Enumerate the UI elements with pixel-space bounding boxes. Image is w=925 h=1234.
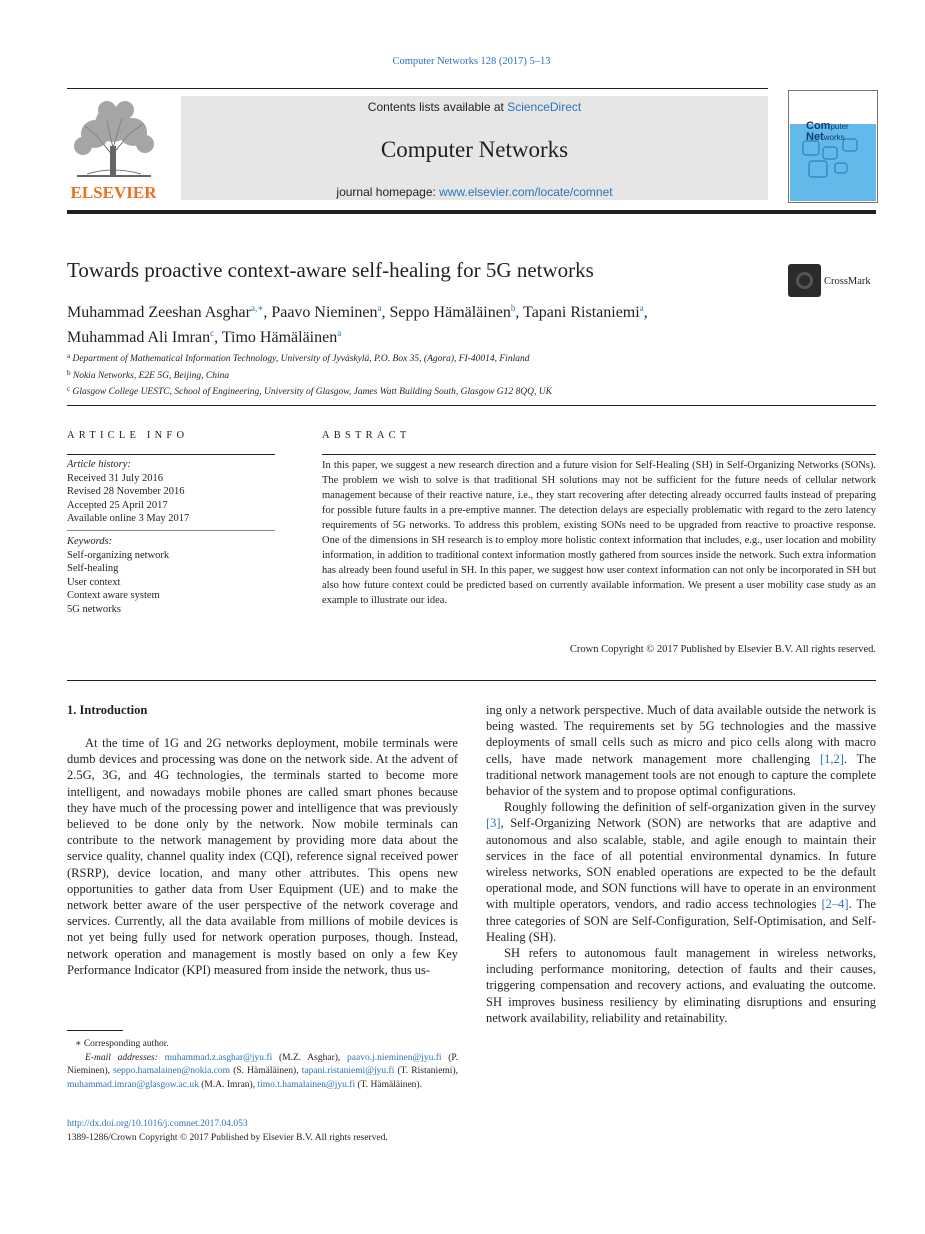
journal-citation-link[interactable]: Computer Networks 128 (2017) 5–13 <box>392 56 551 67</box>
author-affiliation-mark[interactable]: a,∗ <box>250 303 264 313</box>
contents-prefix: Contents lists available at <box>367 100 508 114</box>
paragraph: SH refers to autonomous fault management in wireless networks, including performance monitoring, detection of faults and their causes, triggering compensation and recovery actions, and evaluating the outcome. SH improves business resiliency by eliminating disruptions and ensuring network availability, reliability and retainability. <box>486 946 876 1025</box>
paper-title: Towards proactive context-aware self-healing for 5G networks <box>67 258 594 282</box>
author-name[interactable]: Paavo Nieminen <box>271 304 378 321</box>
email-link[interactable]: muhammad.imran@glasgow.ac.uk <box>67 1079 199 1090</box>
header-thick-rule <box>67 210 876 214</box>
article-history: Article history: Received 31 July 2016 Revised 28 November 2016 Accepted 25 April 2017 Available online 3 May 2017 <box>67 459 190 524</box>
publisher-name: ELSEVIER <box>70 183 157 202</box>
email-link[interactable]: timo.t.hamalainen@jyu.fi <box>257 1079 356 1090</box>
keyword: Context aware system <box>67 590 160 601</box>
paragraph: At the time of 1G and 2G networks deployment, mobile terminals were dumb devices and processing was done on the network side. At the advent of 2.5G, 3G, and 4G technologies, the terminals started to become more intelligent, and nowadays mobile phones are called smart phones because they have much of the processing power and intelligence that was previously believed to be done only by the network. Now mobile terminals can contribute to the network management by providing more data about the service quality, channel quality index (CQI), reference signal received power (RSRP), device location, and many other attributes. This opens new opportunities to gather data from User Equipment (UE) and to make the network better aware of the user perspective of the network coverage and services. Currently, all the data available from millions of mobile devices is not yet being fully used for network operation purposes, though. Instead, network operation and management is mostly based on only a few Key Performance Indicator (KPI) measured from inside the network, thus us- <box>67 736 458 977</box>
journal-homepage-link[interactable]: www.elsevier.com/locate/comnet <box>439 185 613 199</box>
keyword: Self-organizing network <box>67 549 170 561</box>
affiliations <box>67 350 882 400</box>
email-link[interactable]: muhammad.z.asghar@jyu.fi <box>164 1052 273 1063</box>
affiliation-divider <box>67 405 876 406</box>
abstract-text: In this paper, we suggest a new research direction and a future vision for Self-Healing (SH) in Self-Organizing Networks (SONs). The problem we wish to solve is that traditional SH solutions may not be sufficient for the future needs of cellular network management because of their reactive nature, i.e., they start recovering after detecting already occurred faults instead of preparing for possible future faults in a pre-emptive manner. The detection delays are especially problematic with regard to the zero latency requirements of 5G networks. To address this problem, existing SONs need to be upgraded from reactive to proactive response. One of the dimensions in SH research is to employ more holistic context information that includes, e.g., user location and mobility information, in addition to traditional context information mostly gathered from sources inside the network. Such extra information has already been found useful in SH. In this paper, we suggest how user context information can not only be incorporated in SH but also how future context could be predicted based on currently available information. We present a user mobility case study as an example to illustrate our idea. <box>322 460 876 606</box>
abstract-copyright: Crown Copyright © 2017 Published by Elsevier B.V. All rights reserved. <box>569 644 876 655</box>
doi-link[interactable]: http://dx.doi.org/10.1016/j.comnet.2017.04.053 <box>67 1119 248 1129</box>
affiliation-item: $^c$ Glasgow College UESTC, School of Engineering, University of Glasgow, James Watt Building South, Glasgow G12 8QQ, UK <box>67 385 552 397</box>
section-heading: 1. Introduction <box>67 703 148 717</box>
journal-title: Computer Networks <box>380 137 569 162</box>
reference-link[interactable]: [1,2] <box>819 751 844 766</box>
keyword: 5G networks <box>67 603 121 615</box>
crossmark-icon <box>796 272 813 289</box>
corresponding-author-note: ∗ Corresponding author. <box>75 1039 169 1049</box>
homepage-line <box>181 185 768 199</box>
author-affiliation-mark[interactable]: a <box>639 303 644 313</box>
email-link[interactable]: paavo.j.nieminen@jyu.fi <box>347 1052 442 1063</box>
issn-line: 1389-1286/Crown Copyright © 2017 Published by Elsevier B.V. All rights reserved. <box>67 1132 388 1143</box>
reference-link[interactable]: [2–4] <box>821 897 849 912</box>
affiliation-item: $^a$ Department of Mathematical Information Technology, University of Jyväskylä, P.O. Box 35, (Agora), FI-40014, Finland <box>67 352 530 364</box>
abstract-divider <box>67 680 876 681</box>
author-name[interactable]: Timo Hämäläinen <box>221 329 338 346</box>
email-link[interactable]: tapani.ristaniemi@jyu.fi <box>301 1066 395 1076</box>
header-rule <box>67 88 768 89</box>
affiliation-item: $^b$ Nokia Networks, E2E 5G, Beijing, China <box>67 368 230 381</box>
reference-link[interactable]: [3] <box>486 816 501 831</box>
author-affiliation-mark[interactable]: a <box>377 303 382 313</box>
keyword: Self-healing <box>67 563 119 574</box>
author-affiliation-mark[interactable]: a <box>337 328 342 338</box>
email-label: E-mail addresses: <box>85 1052 165 1063</box>
paragraph: ing only a network perspective. Much of data available outside the network is being wasted. The requirements set by 5G technologies and the massive deployments of small cells such as micro and pico cells along with macro cells, have made network management more challenging [1,2]. The traditional network management tools are not enough to capture the complete behavior of the system and to propose optimal configurations. <box>486 703 876 799</box>
cover-journal-name: Computer Networks <box>806 120 849 143</box>
keywords-list: Keywords: Self-organizing network Self-healing User context Context aware system 5G networks <box>67 535 275 616</box>
keywords-divider <box>67 530 275 531</box>
journal-cover-thumbnail <box>788 90 878 203</box>
homepage-prefix: journal homepage: <box>336 185 440 199</box>
author-name[interactable]: Muhammad Ali Imran <box>67 329 211 346</box>
author-name[interactable]: Tapani Ristaniemi <box>523 304 640 321</box>
footnote-rule <box>67 1030 123 1031</box>
contents-line <box>181 100 768 114</box>
article-info-heading: ARTICLE INFO <box>67 430 189 441</box>
crossmark-button[interactable] <box>788 264 821 297</box>
footnotes: ∗ Corresponding author. E-mail addresses: muhammad.z.asghar@jyu.fi (M.Z. Asghar), paavo.j.nieminen@jyu.fi (P. Nieminen), seppo.hamalainen@nokia.com (S. Hämäläinen), tapani.ristaniemi@jyu.fi (T. Ristaniemi), muhammad.imran@glasgow.ac.uk (M.A. Imran), timo.t.hamalainen@jyu.fi (T. Hämäläinen). <box>67 1039 458 1090</box>
author-name[interactable]: Seppo Hämäläinen <box>389 304 511 321</box>
abstract-heading: ABSTRACT <box>322 430 411 441</box>
sciencedirect-link[interactable]: ScienceDirect <box>507 100 582 114</box>
keyword: User context <box>67 576 121 588</box>
email-link[interactable]: seppo.hamalainen@nokia.com <box>113 1066 231 1076</box>
crossmark-label[interactable]: CrossMark <box>824 276 871 287</box>
author-list: Muhammad Zeeshan Asghar$^{a,∗}$, Paavo Nieminen$^a$, Seppo Hämäläinen$^b$, Tapani Ristaniemi$^a$, Muhammad Ali Imran$^c$, Timo Hämäläinen$^a$ <box>67 303 648 346</box>
paragraph: Roughly following the definition of self-organization given in the survey [3], Self-Organizing Network (SON) are networks that are adaptive and autonomous and also scalable, stable, and agile enough to maintain their services in the face of all potential environmental dynamics. In future wireless networks, SON enabled operations are expected to be the default operational mode, and SON functions will have to operate in an environment with multiple operators, vendors, and radio access technologies [2–4]. The three categories of SON are Self-Configuration, Self-Optimisation, and Self-Healing (SH). <box>486 800 876 944</box>
doi-block <box>67 1118 388 1145</box>
cover-top <box>790 92 876 122</box>
author-affiliation-mark[interactable]: c <box>210 328 215 338</box>
author-affiliation-mark[interactable]: b <box>510 303 516 313</box>
right-column-text <box>486 702 876 1026</box>
left-column-text <box>67 735 458 978</box>
article-info-rule <box>67 454 275 455</box>
author-name[interactable]: Muhammad Zeeshan Asghar <box>67 304 251 321</box>
abstract-rule <box>322 454 876 455</box>
